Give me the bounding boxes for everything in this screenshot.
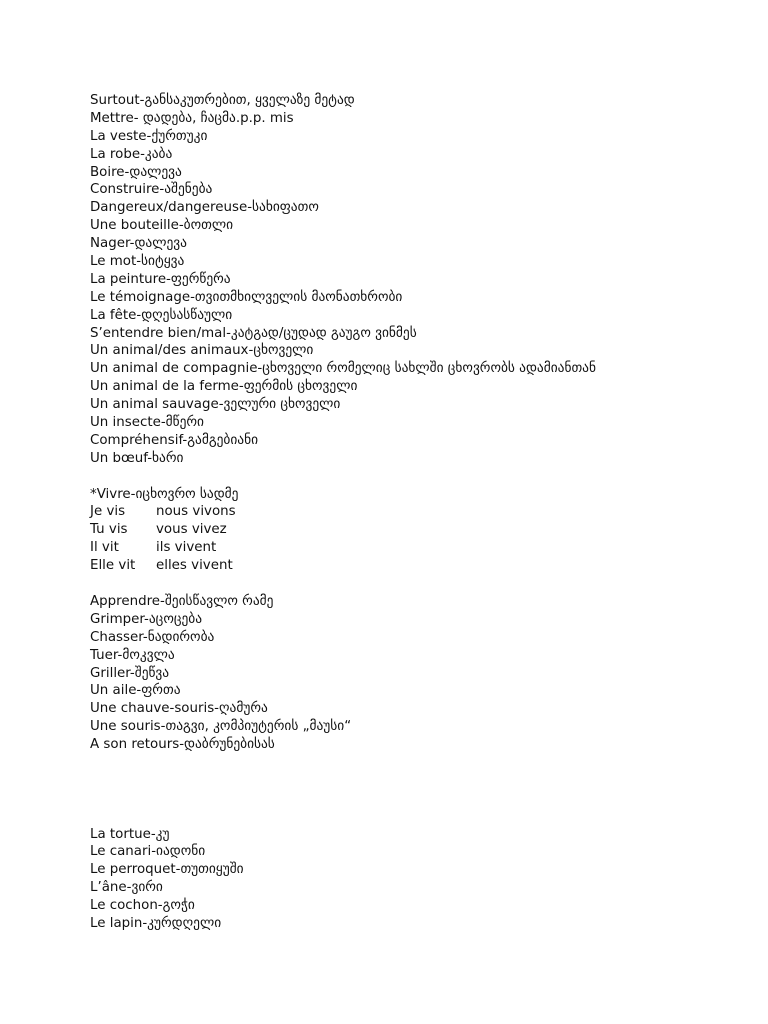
vocab-line: Tuer-მოკვლა <box>90 647 175 663</box>
vocab-line: Une bouteille-ბოთლი <box>90 218 234 234</box>
singular-form: Il vit <box>90 540 119 556</box>
vocab-list-1 <box>90 92 750 468</box>
vocab-line: Boire-დალევა <box>90 164 182 180</box>
singular-form: Elle vit <box>90 558 136 574</box>
vocab-list-2 <box>90 593 750 754</box>
blank-line <box>90 468 750 486</box>
blank-line <box>90 575 750 593</box>
vocab-line: Grimper-აცოცება <box>90 611 203 627</box>
plural-form: vous vivez <box>156 522 227 538</box>
vocab-line: Le canari-იადონი <box>90 844 206 860</box>
vocab-line: Le mot-სიტყვა <box>90 254 185 270</box>
vocab-line: Construire-აშენება <box>90 182 213 198</box>
vocab-line: Griller-შეწვა <box>90 665 170 681</box>
vocab-line: Dangereux/dangereuse-სახიფათო <box>90 200 319 216</box>
vocab-line: Un insecte-მწერი <box>90 415 204 431</box>
plural-form: elles vivent <box>156 558 233 574</box>
singular-form: Tu vis <box>90 522 128 538</box>
vocab-line: Un animal sauvage-ველური ცხოველი <box>90 397 341 413</box>
vocab-list-3 <box>90 826 750 933</box>
document-page <box>90 92 750 933</box>
vocab-line: La veste-ქურთუკი <box>90 128 208 144</box>
vocab-line: Le lapin-კურდღელი <box>90 916 222 931</box>
conjugation-title: *Vivre-იცხოვრო სადმე <box>90 486 239 502</box>
singular-form: Je vis <box>90 504 126 520</box>
vocab-line: Une souris-თაგვი, კომპიუტერის „მაუსი“ <box>90 719 352 735</box>
vocab-line: Un animal de la ferme-ფერმის ცხოველი <box>90 379 358 395</box>
conjugation-row <box>90 557 750 575</box>
conjugation-row <box>90 521 750 539</box>
vocab-line: Un animal/des animaux-ცხოველი <box>90 343 314 359</box>
vocab-line: Le perroquet-თუთიყუში <box>90 862 244 878</box>
vocab-line: Une chauve-souris-ღამურა <box>90 701 268 717</box>
conjugation-block <box>90 486 750 575</box>
vocab-line: Compréhensif-გამგებიანი <box>90 432 259 448</box>
vocab-line: La peinture-ფერწერა <box>90 271 231 287</box>
vocab-line: A son retours-დაბრუნებისას <box>90 737 275 753</box>
vocab-line: Un aile-ფრთა <box>90 683 181 699</box>
vocab-line: S’entendre bien/mal-კატგად/ცუდად გაუგო ვინმეს <box>90 325 417 341</box>
vocab-line: L’âne-ვირი <box>90 880 163 896</box>
vocab-line: Un animal de compagnie-ცხოველი რომელიც სახლში ცხოვრობს ადამიანთან <box>90 361 596 377</box>
plural-form: ils vivent <box>156 540 217 556</box>
vocab-line: Le témoignage-თვითმხილველის მაონათხრობი <box>90 289 403 305</box>
vocab-line: Mettre- დადება, ჩაცმა.p.p. mis <box>90 110 294 126</box>
vocab-line: La fête-დღესასწაული <box>90 307 233 323</box>
vocab-line: Surtout-განსაკუთრებით, ყველაზე მეტად <box>90 93 355 108</box>
vocab-line: Chasser-ნადირობა <box>90 629 215 645</box>
vocab-line: Le cochon-გოჭი <box>90 898 195 914</box>
vocab-line: Un bœuf-ხარი <box>90 450 184 466</box>
vocab-line: La tortue-კუ <box>90 826 170 842</box>
vocab-line: Nager-დალევა <box>90 236 187 252</box>
vocab-line: La robe-კაბა <box>90 146 173 162</box>
conjugation-row <box>90 503 750 521</box>
plural-form: nous vivons <box>156 504 236 520</box>
blank-lines <box>90 754 750 826</box>
conjugation-row <box>90 539 750 557</box>
vocab-line: Apprendre-შეისწავლო რამე <box>90 593 274 609</box>
